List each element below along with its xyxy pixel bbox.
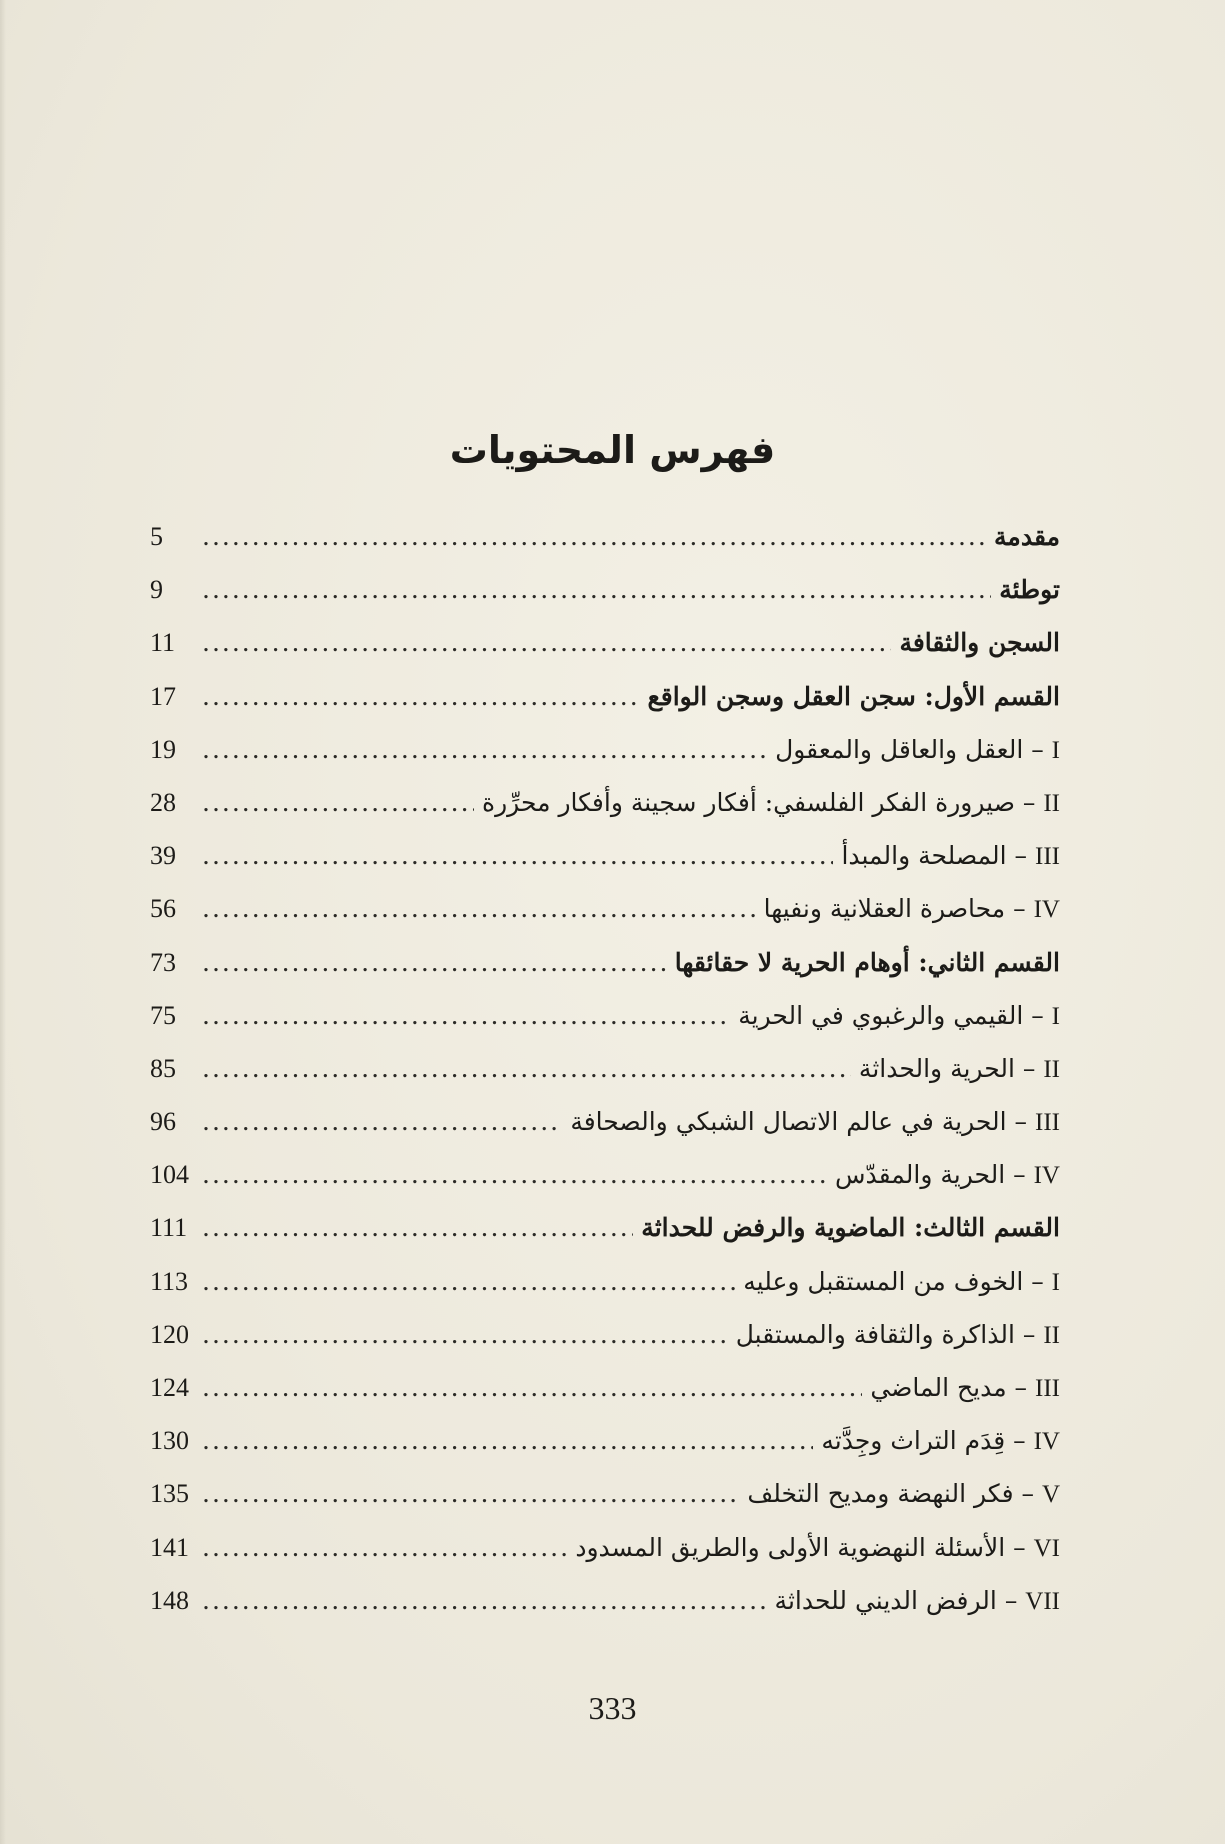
toc-entry-label: IV – الحرية والمقدّس bbox=[835, 1160, 1060, 1190]
toc-entry-label: II – صيرورة الفكر الفلسفي: أفكار سجينة وأفكار محرِّرة bbox=[482, 787, 1060, 817]
dot-leader bbox=[202, 1533, 567, 1562]
toc-entry-numeral: VII bbox=[1025, 1587, 1060, 1615]
toc-entry bbox=[150, 1479, 1060, 1532]
toc-entry bbox=[150, 1586, 1060, 1639]
toc-entry-page: 104 bbox=[150, 1160, 189, 1190]
toc-entry bbox=[150, 1107, 1060, 1160]
dot-leader bbox=[202, 1426, 813, 1455]
toc-entry bbox=[150, 522, 1060, 575]
toc-entry-label: II – الذاكرة والثقافة والمستقبل bbox=[735, 1319, 1060, 1349]
toc-entry-label bbox=[643, 682, 1060, 711]
toc-title: فهرس المحتويات bbox=[449, 428, 776, 472]
dot-leader bbox=[202, 1267, 735, 1296]
toc-entry-numeral: II bbox=[1043, 789, 1060, 817]
toc-entry bbox=[150, 1320, 1060, 1373]
toc-entry bbox=[150, 1533, 1060, 1586]
toc-entry-text: القسم الثالث: الماضوية والرفض للحداثة bbox=[641, 1213, 1060, 1243]
toc-entry-text: الحرية والمقدّس bbox=[835, 1160, 1006, 1190]
toc-entry-numeral: I bbox=[1051, 1002, 1060, 1030]
toc-entry-text: الخوف من المستقبل وعليه bbox=[743, 1266, 1024, 1296]
toc-entry-label bbox=[895, 628, 1060, 657]
toc-entry bbox=[150, 1373, 1060, 1426]
toc-entry-page: 85 bbox=[150, 1053, 176, 1083]
dot-leader bbox=[202, 1054, 851, 1083]
toc-entry-numeral: IV bbox=[1033, 1162, 1060, 1190]
toc-entry-label: III – المصلحة والمبدأ bbox=[841, 841, 1060, 871]
toc-entry-page: 19 bbox=[150, 734, 176, 764]
dot-leader bbox=[202, 682, 639, 711]
toc-entry-text: صيرورة الفكر الفلسفي: أفكار سجينة وأفكار محرِّرة bbox=[482, 787, 1015, 817]
toc-entry-page: 73 bbox=[150, 947, 176, 977]
toc-entry-page: 148 bbox=[150, 1585, 189, 1615]
dot-leader bbox=[202, 1213, 633, 1242]
page-number: 333 bbox=[588, 1690, 637, 1726]
dot-leader bbox=[202, 1001, 730, 1030]
toc-entry-page: 124 bbox=[150, 1373, 189, 1402]
dot-leader bbox=[202, 575, 991, 604]
toc-entry-label: I – العقل والعاقل والمعقول bbox=[775, 734, 1060, 764]
toc-entry-page: 56 bbox=[150, 894, 176, 924]
toc-entry-numeral: V bbox=[1041, 1481, 1060, 1509]
toc-entry-page: 11 bbox=[150, 628, 176, 658]
toc-entry-numeral: III bbox=[1035, 1375, 1060, 1402]
toc-entry-text: مديح الماضي bbox=[870, 1373, 1007, 1402]
toc-entry-text: العقل والعاقل والمعقول bbox=[775, 734, 1024, 764]
toc-entry bbox=[150, 575, 1060, 628]
toc-entry-label bbox=[671, 948, 1060, 977]
dot-leader bbox=[202, 1373, 862, 1402]
toc-entry-page: 5 bbox=[150, 522, 163, 551]
dot-leader bbox=[202, 948, 667, 977]
toc-entry-text: القيمي والرغبوي في الحرية bbox=[738, 1000, 1024, 1030]
toc-entry bbox=[150, 1267, 1060, 1320]
toc-entry-page: 130 bbox=[150, 1426, 189, 1456]
binding-edge bbox=[0, 0, 6, 1844]
toc-entry-label: I – الخوف من المستقبل وعليه bbox=[743, 1266, 1060, 1296]
toc-entry-text: الحرية في عالم الاتصال الشبكي والصحافة bbox=[570, 1107, 1007, 1137]
toc-entry-page: 39 bbox=[150, 841, 176, 871]
toc-entry bbox=[150, 894, 1060, 947]
toc-entry-text: القسم الثاني: أوهام الحرية لا حقائقها bbox=[674, 947, 1060, 977]
toc-entry-text: الرفض الديني للحداثة bbox=[774, 1585, 997, 1615]
toc-entry-numeral: II bbox=[1043, 1055, 1060, 1083]
toc-entry-numeral: II bbox=[1043, 1321, 1060, 1349]
toc-entry-numeral: IV bbox=[1033, 1428, 1060, 1456]
dot-leader bbox=[202, 1320, 728, 1349]
dot-leader bbox=[202, 894, 756, 923]
toc-entry bbox=[150, 1001, 1060, 1054]
toc-entry-text: الحرية والحداثة bbox=[858, 1053, 1015, 1083]
toc-entry-numeral: III bbox=[1035, 843, 1060, 871]
toc-entry bbox=[150, 948, 1060, 1001]
dot-leader bbox=[202, 788, 474, 817]
toc-entry-text: محاصرة العقلانية ونفيها bbox=[763, 894, 1006, 924]
toc-entry-numeral: VI bbox=[1033, 1534, 1060, 1562]
toc-entry bbox=[150, 682, 1060, 735]
toc-entry-text: المصلحة والمبدأ bbox=[841, 841, 1007, 871]
toc-entry bbox=[150, 1426, 1060, 1479]
toc-entry-label: II – الحرية والحداثة bbox=[858, 1053, 1060, 1083]
toc-entry bbox=[150, 735, 1060, 788]
toc-entry-page: 111 bbox=[150, 1213, 188, 1243]
toc-entry-text: توطئة bbox=[999, 575, 1060, 605]
toc-entry-numeral: IV bbox=[1033, 896, 1060, 924]
toc-entry-page: 113 bbox=[150, 1266, 189, 1296]
toc-entry-text: الأسئلة النهضوية الأولى والطريق المسدود bbox=[575, 1532, 1006, 1562]
toc-entry-label bbox=[637, 1213, 1060, 1242]
toc-entry-numeral: III bbox=[1035, 1109, 1060, 1137]
toc-entry-text: مقدمة bbox=[994, 522, 1060, 551]
toc-entry-text: فكر النهضة ومديح التخلف bbox=[747, 1479, 1014, 1509]
dot-leader bbox=[202, 841, 833, 870]
toc-list bbox=[150, 522, 1060, 1639]
toc-entry-label: VII – الرفض الديني للحداثة bbox=[774, 1585, 1060, 1615]
toc-entry-page: 96 bbox=[150, 1107, 176, 1137]
toc-entry-numeral: I bbox=[1051, 736, 1060, 764]
toc-entry bbox=[150, 841, 1060, 894]
toc-entry-text: الذاكرة والثقافة والمستقبل bbox=[735, 1319, 1015, 1349]
toc-entry-numeral: I bbox=[1051, 1268, 1060, 1296]
dot-leader bbox=[202, 1160, 827, 1189]
toc-entry-page: 28 bbox=[150, 787, 176, 817]
toc-entry bbox=[150, 1213, 1060, 1266]
toc-entry-text: القسم الأول: سجن العقل وسجن الواقع bbox=[647, 681, 1060, 711]
toc-entry-label: IV – محاصرة العقلانية ونفيها bbox=[763, 894, 1060, 924]
toc-entry bbox=[150, 628, 1060, 681]
dot-leader bbox=[202, 735, 767, 764]
toc-entry-label: V – فكر النهضة ومديح التخلف bbox=[747, 1479, 1060, 1509]
toc-entry bbox=[150, 1160, 1060, 1213]
dot-leader bbox=[202, 1586, 767, 1615]
toc-entry-label bbox=[995, 575, 1060, 604]
toc-entry-label: VI – الأسئلة النهضوية الأولى والطريق المسدود bbox=[575, 1532, 1060, 1562]
dot-leader bbox=[202, 1107, 562, 1136]
toc-entry bbox=[150, 788, 1060, 841]
toc-entry-label: III – الحرية في عالم الاتصال الشبكي والصحافة bbox=[570, 1107, 1060, 1137]
toc-entry bbox=[150, 1054, 1060, 1107]
toc-entry-label bbox=[990, 522, 1060, 551]
toc-entry-page: 9 bbox=[150, 575, 163, 605]
toc-entry-label: I – القيمي والرغبوي في الحرية bbox=[738, 1000, 1060, 1030]
toc-entry-page: 141 bbox=[150, 1532, 189, 1562]
dot-leader bbox=[202, 628, 891, 657]
toc-entry-page: 75 bbox=[150, 1000, 176, 1030]
toc-entry-text: قِدَم التراث وجِدَّته bbox=[821, 1426, 1006, 1456]
toc-entry-text: السجن والثقافة bbox=[899, 628, 1060, 658]
dot-leader bbox=[202, 522, 986, 551]
toc-entry-page: 17 bbox=[150, 681, 176, 711]
dot-leader bbox=[202, 1479, 739, 1508]
toc-entry-page: 135 bbox=[150, 1479, 189, 1509]
toc-entry-page: 120 bbox=[150, 1319, 189, 1349]
toc-entry-label: III – مديح الماضي bbox=[870, 1373, 1060, 1402]
toc-entry-label: IV – قِدَم التراث وجِدَّته bbox=[821, 1426, 1060, 1456]
